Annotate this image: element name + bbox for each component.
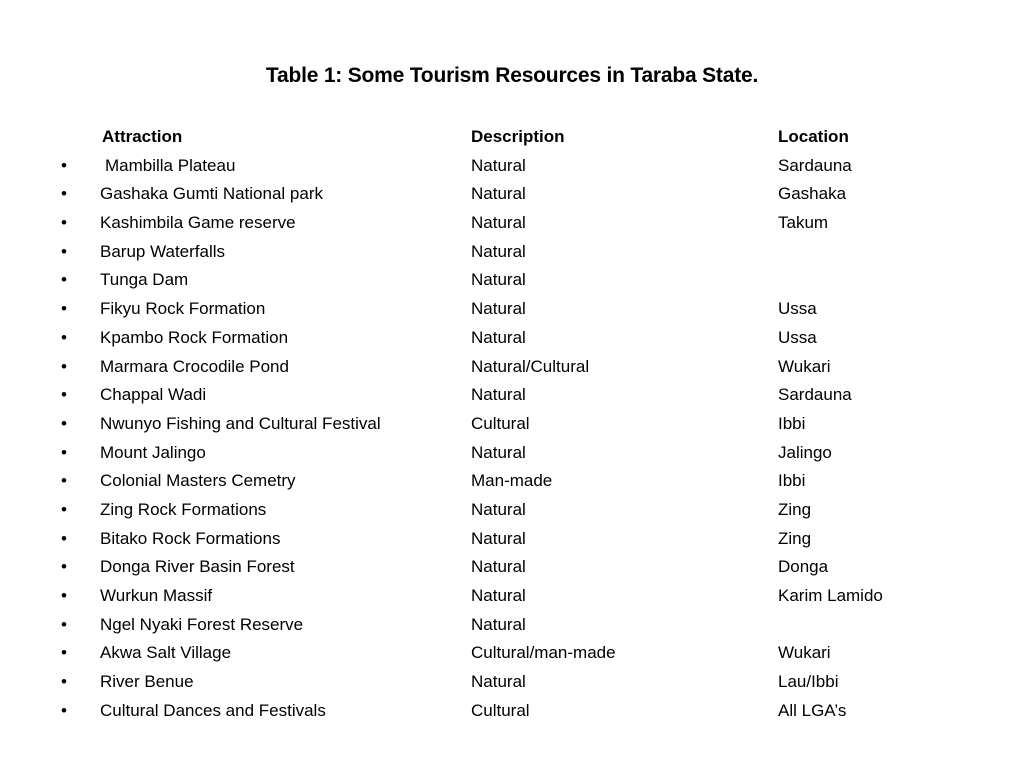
bullet-icon: • xyxy=(61,356,67,376)
cell-attraction: Ngel Nyaki Forest Reserve xyxy=(100,614,304,634)
cell-attraction: Kpambo Rock Formation xyxy=(100,327,289,347)
cell-description: Natural xyxy=(471,672,526,692)
table-row xyxy=(0,181,1024,210)
table-row xyxy=(0,354,1024,383)
cell-description: Natural xyxy=(471,528,526,548)
cell-location: All LGA’s xyxy=(778,700,847,720)
cell-location: Ibbi xyxy=(778,413,806,433)
table-row xyxy=(0,583,1024,612)
bullet-icon: • xyxy=(61,499,67,519)
cell-description: Natural xyxy=(471,299,526,319)
table-row xyxy=(0,526,1024,555)
cell-description: Cultural xyxy=(471,700,530,720)
cell-location: Karim Lamido xyxy=(778,586,883,605)
bullet-icon: • xyxy=(61,643,67,663)
cell-location: Wukari xyxy=(778,356,831,376)
cell-location: Sardauna xyxy=(778,385,852,405)
cell-location: Zing xyxy=(778,499,812,519)
cell-attraction: Tunga Dam xyxy=(100,270,189,290)
cell-description: Cultural/man-made xyxy=(471,643,616,663)
cell-attraction: Barup Waterfalls xyxy=(100,241,226,261)
table-row xyxy=(0,497,1024,526)
table-row xyxy=(0,554,1024,583)
cell-description: Natural xyxy=(471,241,526,261)
cell-location: Gashaka xyxy=(778,184,847,204)
bullet-icon: • xyxy=(61,442,67,462)
table-title: Table 1: Some Tourism Resources in Taraba State. xyxy=(265,64,759,87)
cell-attraction: River Benue xyxy=(100,672,194,692)
table-row xyxy=(0,468,1024,497)
table-row xyxy=(0,325,1024,354)
tourism-table xyxy=(0,124,1024,726)
cell-attraction: Zing Rock Formations xyxy=(100,499,267,519)
bullet-icon: • xyxy=(61,586,67,605)
cell-description: Natural xyxy=(471,557,526,577)
cell-attraction: Akwa Salt Village xyxy=(100,643,232,663)
cell-description: Man-made xyxy=(471,471,553,491)
table-row xyxy=(0,296,1024,325)
table-row xyxy=(0,239,1024,268)
cell-attraction: Chappal Wadi xyxy=(100,385,207,405)
table-row xyxy=(0,669,1024,698)
bullet-icon: • xyxy=(61,241,67,261)
bullet-icon: • xyxy=(61,471,67,491)
cell-location: Ussa xyxy=(778,327,817,347)
cell-description: Natural/Cultural xyxy=(471,356,590,376)
bullet-icon: • xyxy=(61,184,67,204)
cell-description: Natural xyxy=(471,184,526,204)
bullet-icon: • xyxy=(61,557,67,577)
table-row xyxy=(0,153,1024,182)
bullet-icon: • xyxy=(61,327,67,347)
bullet-icon: • xyxy=(61,213,67,233)
table-row xyxy=(0,612,1024,641)
bullet-icon: • xyxy=(61,155,67,175)
cell-attraction: Wurkun Massif xyxy=(100,586,213,605)
table-row xyxy=(0,411,1024,440)
cell-location: Takum xyxy=(778,213,829,233)
cell-location: Jalingo xyxy=(778,442,832,462)
cell-location: Ibbi xyxy=(778,471,806,491)
cell-description: Natural xyxy=(471,327,526,347)
bullet-icon: • xyxy=(61,614,67,634)
table-row xyxy=(0,382,1024,411)
cell-description: Cultural xyxy=(471,413,530,433)
table-row xyxy=(0,640,1024,669)
cell-location: Sardauna xyxy=(778,155,852,175)
cell-location: Lau/Ibbi xyxy=(778,672,839,692)
cell-attraction: Bitako Rock Formations xyxy=(100,528,281,548)
cell-attraction: Nwunyo Fishing and Cultural Festival xyxy=(100,413,381,433)
cell-location: Ussa xyxy=(778,299,817,319)
cell-attraction: Mambilla Plateau xyxy=(105,155,236,175)
cell-description: Natural xyxy=(471,586,526,605)
table-row xyxy=(0,210,1024,239)
bullet-icon: • xyxy=(61,700,67,720)
cell-attraction: Marmara Crocodile Pond xyxy=(100,356,289,376)
header-description: Description xyxy=(471,127,565,146)
cell-attraction: Donga River Basin Forest xyxy=(100,557,295,577)
bullet-icon: • xyxy=(61,385,67,405)
cell-location: Donga xyxy=(778,557,829,577)
cell-description: Natural xyxy=(471,213,526,233)
table-body xyxy=(0,153,1024,727)
cell-attraction: Colonial Masters Cemetry xyxy=(100,471,296,491)
table-row xyxy=(0,440,1024,469)
cell-attraction: Gashaka Gumti National park xyxy=(100,184,323,204)
header-location: Location xyxy=(778,127,849,146)
table-row xyxy=(0,267,1024,296)
cell-attraction: Cultural Dances and Festivals xyxy=(100,700,326,720)
table-header-row xyxy=(0,124,1024,153)
bullet-icon: • xyxy=(61,528,67,548)
cell-location: Wukari xyxy=(778,643,831,663)
cell-attraction: Mount Jalingo xyxy=(100,442,206,462)
cell-description: Natural xyxy=(471,442,526,462)
cell-description: Natural xyxy=(471,614,526,634)
bullet-icon: • xyxy=(61,299,67,319)
bullet-icon: • xyxy=(61,413,67,433)
table-row xyxy=(0,698,1024,727)
cell-description: Natural xyxy=(471,385,526,405)
bullet-icon: • xyxy=(61,270,67,290)
cell-description: Natural xyxy=(471,270,526,290)
cell-description: Natural xyxy=(471,499,526,519)
bullet-icon: • xyxy=(61,672,67,692)
header-attraction: Attraction xyxy=(102,127,183,146)
cell-attraction: Kashimbila Game reserve xyxy=(100,213,296,233)
cell-attraction: Fikyu Rock Formation xyxy=(100,299,266,319)
cell-location: Zing xyxy=(778,528,812,548)
cell-description: Natural xyxy=(471,155,526,175)
